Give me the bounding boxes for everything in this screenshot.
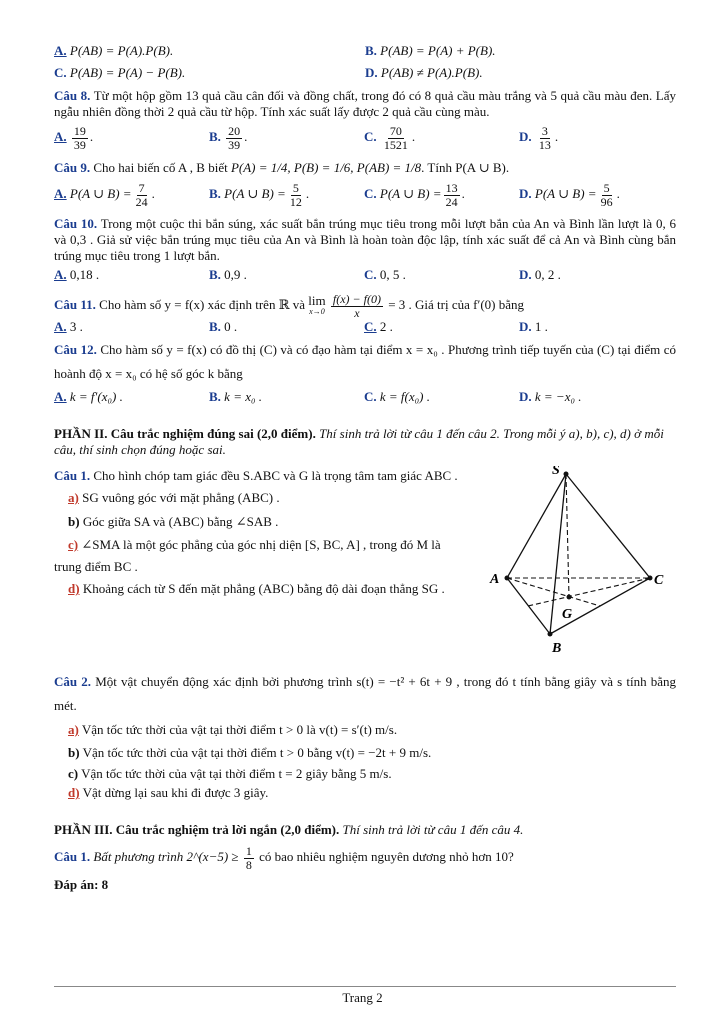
vertex-B: [548, 632, 553, 637]
question-8-options: A. $\frac{19}{39}$ . B. $\frac{20}{39}$ . C. $\frac{70}{1521}$ . D. $\frac{3}{13}$ .: [54, 123, 559, 152]
question-content: [54, 466, 462, 656]
option-label[interactable]: C.: [364, 319, 377, 334]
answer-text: Đáp án: 8: [54, 877, 109, 892]
question-text: Bất phương trình 2^(x−5) ≥: [93, 849, 239, 864]
option-text: P(AB) = P(A) − P(B).: [69, 65, 186, 80]
question-label: Câu 9.: [54, 160, 91, 175]
question-label: Câu 8.: [54, 88, 91, 103]
question-8: [54, 88, 676, 120]
statement-label[interactable]: d): [68, 581, 80, 596]
part-2-question-2: [54, 670, 676, 718]
vertex-A: [505, 576, 510, 581]
statement-d: d) Vật dừng lại sau khi đi được 3 giây.: [68, 785, 269, 800]
question-10: [54, 216, 676, 264]
fraction: $\frac{20}{39}$: [228, 123, 241, 152]
fraction: $\frac{3}{13}$: [538, 123, 551, 152]
fraction: $\frac{5}{96}$: [600, 180, 613, 209]
option-label[interactable]: B.: [209, 389, 221, 404]
part-3-heading: [54, 822, 676, 838]
question-label: Câu 1.: [54, 468, 91, 483]
option-label[interactable]: D.: [519, 319, 532, 334]
option-label[interactable]: D.: [519, 389, 532, 404]
fraction: $\frac{1}{8}$: [245, 843, 252, 872]
label-A: A: [490, 572, 500, 587]
option-label[interactable]: C.: [364, 267, 377, 282]
option-label[interactable]: D.: [519, 129, 532, 144]
statement-label[interactable]: a): [68, 490, 79, 505]
statement-a: a) Vận tốc tức thời của vật tại thời điểm t > 0 là v(t) = s′(t) m/s.: [68, 722, 398, 737]
footer-divider: [54, 986, 676, 987]
label-B: B: [552, 641, 562, 656]
option-label[interactable]: C.: [364, 186, 377, 201]
point-G: [567, 595, 572, 600]
limit-symbol: lim x→0: [308, 293, 326, 317]
option-label[interactable]: A.: [54, 389, 67, 404]
fraction: $\frac{5}{12}$: [289, 180, 302, 209]
question-text: Cho hàm số y = f(x) xác định trên ℝ và: [99, 297, 306, 312]
fraction: $\frac{7}{24}$: [135, 180, 148, 209]
question-text: Một vật chuyển động xác định bởi phương trình s(t) = −t² + 6t + 9 , trong đó t tính bằng giây và s tính bằng mét.: [54, 674, 677, 713]
question-text: Cho hàm số y = f(x) có đồ thị (C) và có đạo hàm tại điểm x = x₀ . Phương trình tiếp tuyến của (C) tại điểm có hoành độ x = x₀ có hệ số góc k bằng: [54, 342, 676, 381]
option-label[interactable]: D.: [365, 65, 378, 80]
part-title: PHẦN III. Câu trắc nghiệm trả lời ngắn (2,0 điểm).: [54, 822, 340, 837]
part-title: PHẦN II. Câu trắc nghiệm đúng sai (2,0 điểm).: [54, 426, 316, 441]
label-G: G: [562, 607, 573, 622]
limit-fraction: $\frac{f(x) - f(0)}{x}$: [332, 291, 381, 320]
question-stem: [54, 466, 462, 486]
top-options-row-2: [54, 62, 676, 84]
question-12-options: A. k = f′(x₀) . B. k = x₀ . C. k = f(x₀) . D. k = −x₀ .: [54, 389, 582, 404]
question-12: [54, 338, 676, 386]
statement-label[interactable]: b): [68, 514, 80, 529]
option-text: P(AB) = P(A) + P(B).: [380, 43, 496, 58]
statement-label[interactable]: d): [68, 785, 80, 800]
question-label: Câu 2.: [54, 674, 92, 689]
option-label[interactable]: A.: [54, 129, 67, 144]
given-values: P(A) = 1/4, P(B) = 1/6, P(AB) = 1/8: [230, 160, 422, 175]
question-text: Cho hai biến cố A , B biết: [93, 160, 228, 175]
option-label[interactable]: C.: [364, 129, 377, 144]
option-label[interactable]: D.: [519, 267, 532, 282]
part-instruction: Thí sinh trả lời từ câu 1 đến câu 2. Trong mỗi ý a), b), c), d) ở mỗi câu, thí sinh chọn đúng hoặc sai.: [54, 426, 664, 457]
statement-label[interactable]: c): [68, 766, 79, 781]
option-text: P(AB) ≠ P(A).P(B).: [380, 65, 483, 80]
statement-b: b) Vận tốc tức thời của vật tại thời điểm t > 0 bằng v(t) = −2t + 9 m/s.: [68, 745, 432, 760]
part-2-question-1: [54, 466, 676, 656]
option-label[interactable]: B.: [209, 129, 221, 144]
question-label: Câu 12.: [54, 342, 97, 357]
statement-c: c) Vận tốc tức thời của vật tại thời điểm t = 2 giây bằng 5 m/s.: [68, 766, 392, 781]
question-label: Câu 11.: [54, 297, 96, 312]
question-11-options: A. 3 . B. 0 . C. 2 . D. 1 .: [54, 319, 548, 334]
question-text: Trong một cuộc thi bắn súng, xác suất bắn trúng mục tiêu trong mỗi lượt bắn của An và Bình lần lượt là 0, 6 và 0,3 . Giả sử việc bắn trúng mục tiêu của An và Bình là hoàn toàn độc lập, tính xác suất để cả An và Bình cùng bắn trúng mục tiêu trong 1 lượt bắn.: [54, 216, 677, 263]
option-label[interactable]: A.: [54, 267, 67, 282]
part-3-question-1: [54, 840, 676, 874]
statement-label[interactable]: c): [68, 537, 79, 552]
top-options-row-1: [54, 40, 676, 62]
exam-page: [54, 40, 676, 896]
option-label[interactable]: D.: [519, 186, 532, 201]
edge-SC: [566, 474, 650, 578]
pyramid-figure: [462, 466, 676, 656]
statement-label[interactable]: a): [68, 722, 79, 737]
option-label[interactable]: B.: [209, 186, 221, 201]
question-text-tail: . Tính P(A ∪ B).: [421, 160, 510, 175]
median-from-C: [528, 578, 650, 606]
question-label: Câu 1.: [54, 849, 91, 864]
statement-a: a) SG vuông góc với mặt phẳng (ABC) .: [68, 490, 280, 505]
label-S: S: [552, 466, 560, 478]
fraction: $\frac{13}{24}$: [445, 180, 458, 209]
question-text-tail: = 3 . Giá trị của f′(0) bằng: [388, 297, 524, 312]
question-9: [54, 160, 676, 176]
option-label[interactable]: B.: [365, 43, 377, 58]
option-label[interactable]: C.: [364, 389, 377, 404]
option-label[interactable]: A.: [54, 43, 67, 58]
question-10-options: A. 0,18 . B. 0,9 . C. 0, 5 . D. 0, 2 .: [54, 267, 561, 282]
statement-c: c) ∠SMA là một góc phẳng của góc nhị diện [S, BC, A] , trong đó M là trung điểm BC .: [54, 537, 441, 574]
statement-b: b) Góc giữa SA và (ABC) bằng ∠SAB .: [68, 514, 279, 529]
option-label[interactable]: C.: [54, 65, 67, 80]
question-9-options: A. P(A ∪ B) = $\frac{7}{24}$ . B. P(A ∪ B) = $\frac{5}{12}$ . C. P(A ∪ B) = $\frac{13}{24}$ . D. P(A ∪ B) = $\frac{5}{96}$ .: [54, 180, 620, 209]
statement-d: d) Khoảng cách từ S đến mặt phẳng (ABC) bằng độ dài đoạn thẳng SG .: [68, 581, 445, 596]
part-instruction: Thí sinh trả lời từ câu 1 đến câu 4.: [342, 822, 524, 837]
part-2-heading: [54, 426, 676, 458]
question-label: Câu 10.: [54, 216, 98, 231]
question-text: Từ một hộp gồm 13 quả cầu cân đối và đồng chất, trong đó có 8 quả cầu màu trắng và 5 quả cầu màu đen. Lấy ngẫu nhiên đồng thời 2 quả cầu từ hộp. Tính xác suất lấy được 2 quả cầu cùng màu.: [54, 88, 677, 119]
option-label[interactable]: B.: [209, 319, 221, 334]
fraction: $\frac{19}{39}$: [73, 123, 86, 152]
vertex-S: [564, 472, 569, 477]
page-number: Trang 2: [342, 990, 383, 1005]
question-text-tail: có bao nhiêu nghiệm nguyên dương nhỏ hơn 10?: [259, 849, 514, 864]
option-label[interactable]: A.: [54, 186, 67, 201]
vertex-C: [648, 576, 653, 581]
option-label[interactable]: A.: [54, 319, 67, 334]
label-C: C: [654, 573, 664, 588]
statement-label[interactable]: b): [68, 745, 80, 760]
fraction: $\frac{70}{1521}$: [383, 123, 408, 152]
option-label[interactable]: B.: [209, 267, 221, 282]
question-text: Cho hình chóp tam giác đều S.ABC và G là trọng tâm tam giác ABC .: [93, 468, 458, 483]
pyramid-diagram: [462, 466, 676, 656]
option-text: P(AB) = P(A).P(B).: [69, 43, 174, 58]
